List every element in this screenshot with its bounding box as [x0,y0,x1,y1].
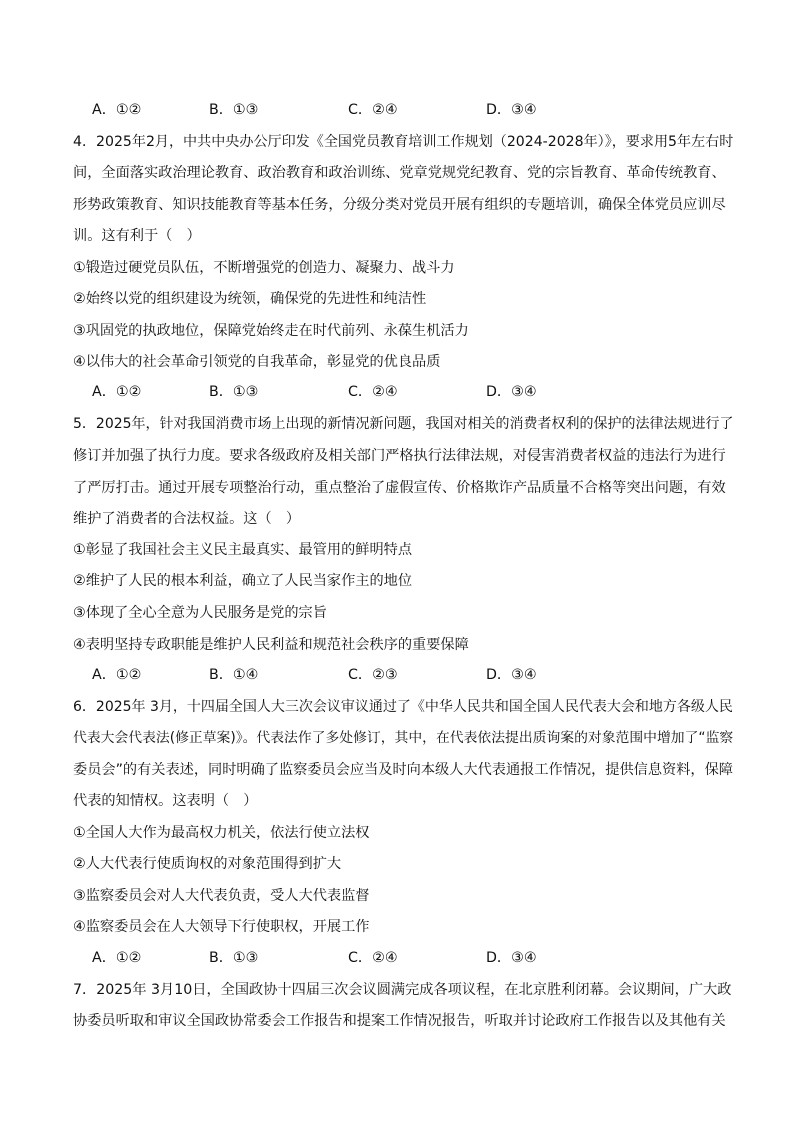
q4-option-c[interactable]: C．②④ [348,384,398,400]
q6-statement-3: ③监察委员会对人大代表负责，受人大代表监督 [73,888,370,904]
q6-statement-1: ①全国人大作为最高权力机关，依法行使立法权 [73,825,370,841]
q6-stem-line: 代表的知情权。这表明（ ） [73,793,258,809]
q7-stem-line: 协委员听取和审议全国政协常委会工作报告和提案工作情况报告，听取并讨论政府工作报告以及其他有关 [73,1013,726,1029]
q4-stem-line: 间，全面落实政治理论教育、政治教育和政治训练、党章党规党纪教育、党的宗旨教育、革命传统教育、 [73,165,726,181]
q3-options [92,100,732,120]
q4-option-a[interactable]: A．①② [92,384,142,400]
q3-option-a[interactable]: A．①② [92,102,142,118]
q4-statement-1: ①锻造过硬党员队伍，不断增强党的创造力、凝聚力、战斗力 [73,260,455,276]
q5-option-a[interactable]: A．①② [92,667,142,683]
q6-stem-line: 代表大会代表法(修正草案)》。代表法作了多处修订，其中，在代表依法提出质询案的对象范围中增加了“监察 [73,730,734,746]
q4-option-b[interactable]: B．①③ [209,384,259,400]
q4-option-d[interactable]: D．③④ [486,384,537,400]
q6-option-d[interactable]: D．③④ [486,950,537,966]
q5-stem-line: 5．2025年，针对我国消费市场上出现的新情况新问题，我国对相关的消费者权利的保护的法律法规进行了 [73,416,734,432]
q4-statement-3: ③巩固党的执政地位，保障党始终走在时代前列、永葆生机活力 [73,323,469,339]
q5-statement-1: ①彰显了我国社会主义民主最真实、最管用的鲜明特点 [73,542,413,558]
q6-option-a[interactable]: A．①② [92,950,142,966]
q6-stem-line: 6．2025年 3月，十四届全国人大三次会议审议通过了《中华人民共和国全国人民代表大会和地方各级人民 [73,699,733,715]
q4-options [92,382,732,402]
q5-statement-3: ③体现了全心全意为人民服务是党的宗旨 [73,605,327,621]
q5-statement-4: ④表明坚持专政职能是维护人民利益和规范社会秩序的重要保障 [73,637,469,653]
q4-stem-line: 训。这有利于（ ） [73,228,201,244]
q3-option-d[interactable]: D．③④ [486,102,537,118]
q5-stem-line: 修订并加强了执行力度。要求各级政府及相关部门严格执行法律法规，对侵害消费者权益的违法行为进行 [73,448,726,464]
q5-option-c[interactable]: C．②③ [348,667,398,683]
q5-stem-line: 了严厉打击。通过开展专项整治行动，重点整治了虚假宣传、价格欺诈产品质量不合格等突出问题，有效 [73,480,726,496]
q3-option-c[interactable]: C．②④ [348,102,398,118]
q4-statement-4: ④以伟大的社会革命引领党的自我革命，彰显党的优良品质 [73,354,441,370]
q5-statement-2: ②维护了人民的根本利益，确立了人民当家作主的地位 [73,573,413,589]
q3-option-b[interactable]: B．①③ [209,102,259,118]
q5-stem-line: 维护了消费者的合法权益。这（ ） [73,511,301,527]
q4-statement-2: ②始终以党的组织建设为统领，确保党的先进性和纯洁性 [73,291,427,307]
q5-option-d[interactable]: D．③④ [486,667,537,683]
q6-option-c[interactable]: C．②④ [348,950,398,966]
q5-options [92,665,732,685]
q5-option-b[interactable]: B．①④ [209,667,259,683]
q4-stem-line: 形势政策教育、知识技能教育等基本任务，分级分类对党员开展有组织的专题培训，确保全体党员应训尽 [73,197,726,213]
q4-stem-line: 4．2025年2月，中共中央办公厅印发《全国党员教育培训工作规划（2024-2028年）》，要求用5年左右时 [73,134,734,150]
q6-statement-4: ④监察委员会在人大领导下行使职权，开展工作 [73,919,370,935]
q6-options [92,948,732,968]
q6-option-b[interactable]: B．①③ [209,950,259,966]
q6-stem-line: 委员会”的有关表述，同时明确了监察委员会应当及时向本级人大代表通报工作情况，提供信息资料，保障 [73,762,733,778]
q7-stem-line: 7．2025年 3月10日，全国政协十四届三次会议圆满完成各项议程，在北京胜利闭幕。会议期间，广大政 [73,982,732,998]
q6-statement-2: ②人大代表行使质询权的对象范围得到扩大 [73,856,342,872]
